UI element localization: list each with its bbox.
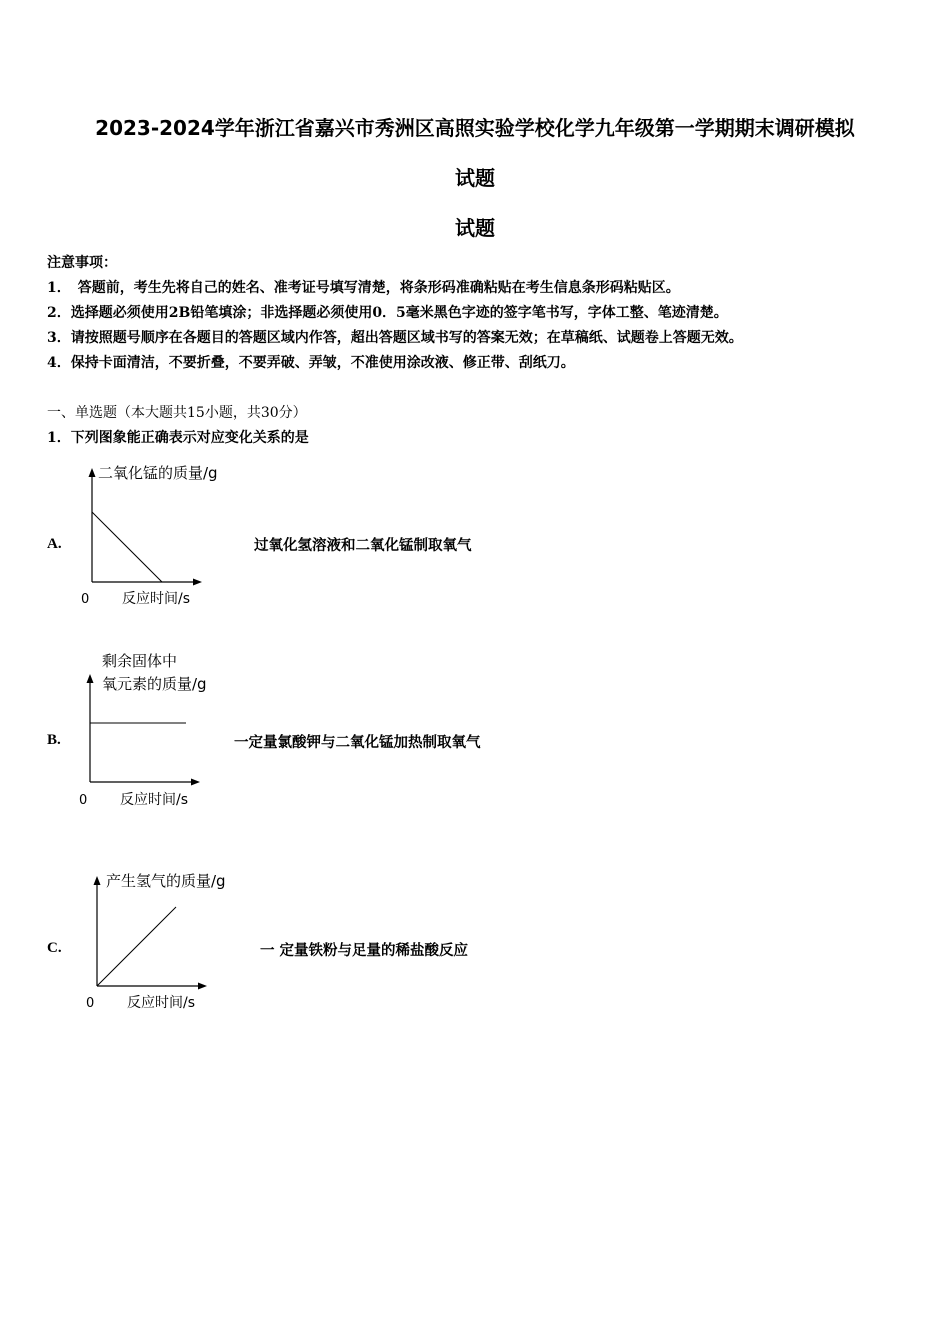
option-c-description: 一 定量铁粉与足量的稀盐酸反应 [260, 942, 469, 959]
x-axis-label: 反应时间/s [120, 792, 189, 808]
graph-line [97, 907, 176, 986]
x-axis-label: 反应时间/s [122, 591, 191, 607]
y-axis-arrow [94, 876, 101, 885]
y-axis-arrow [87, 674, 94, 683]
option-c-label: C. [47, 940, 62, 956]
y-axis-arrow [89, 468, 96, 477]
notice-item: 4．保持卡面清洁，不要折叠，不要弄破、弄皱，不准使用涂改液、修正带、刮纸刀。 [47, 355, 575, 371]
y-axis-label-line1: 剩余固体中 [102, 652, 178, 670]
notice-item: 2．选择题必须使用2B铅笔填涂；非选择题必须使用0．5毫米黑色字迹的签字笔书写，字体工整、笔迹清楚。 [47, 305, 728, 321]
origin-label: 0 [81, 592, 90, 607]
document-title-line2: 试题 [455, 166, 495, 190]
option-a-description: 过氧化氢溶液和二氧化锰制取氧气 [254, 537, 472, 554]
graph-line [92, 512, 162, 582]
notice-heading: 注意事项： [47, 255, 117, 271]
option-c-graph [76, 866, 266, 1016]
notice-item: 1． 答题前，考生先将自己的姓名、准考证号填写清楚，将条形码准确粘贴在考生信息条形码粘贴区。 [47, 280, 680, 296]
x-axis-arrow [193, 579, 202, 586]
option-b-graph [70, 648, 250, 812]
option-a-graph [70, 458, 250, 610]
origin-label: 0 [79, 793, 88, 808]
y-axis-label-line2: 氧元素的质量/g [102, 675, 207, 693]
origin-label: 0 [86, 996, 95, 1011]
document-title-line1: 2023-2024学年浙江省嘉兴市秀洲区高照实验学校化学九年级第一学期期末调研模拟 [95, 116, 855, 140]
document-title-line3: 试题 [455, 216, 495, 240]
y-axis-label: 产生氢气的质量/g [106, 872, 226, 890]
option-b-label: B. [47, 732, 61, 748]
x-axis-arrow [198, 983, 207, 990]
option-b-description: 一定量氯酸钾与二氧化锰加热制取氧气 [234, 734, 481, 751]
section-heading: 一、单选题（本大题共15小题，共30分） [47, 405, 307, 421]
y-axis-label: 二氧化锰的质量/g [98, 464, 218, 482]
notice-item: 3．请按照题号顺序在各题目的答题区域内作答，超出答题区域书写的答案无效；在草稿纸、试题卷上答题无效。 [47, 330, 743, 346]
option-a-label: A. [47, 536, 62, 552]
question-1-stem: 1．下列图象能正确表示对应变化关系的是 [47, 430, 309, 446]
x-axis-arrow [191, 779, 200, 786]
x-axis-label: 反应时间/s [127, 995, 196, 1011]
